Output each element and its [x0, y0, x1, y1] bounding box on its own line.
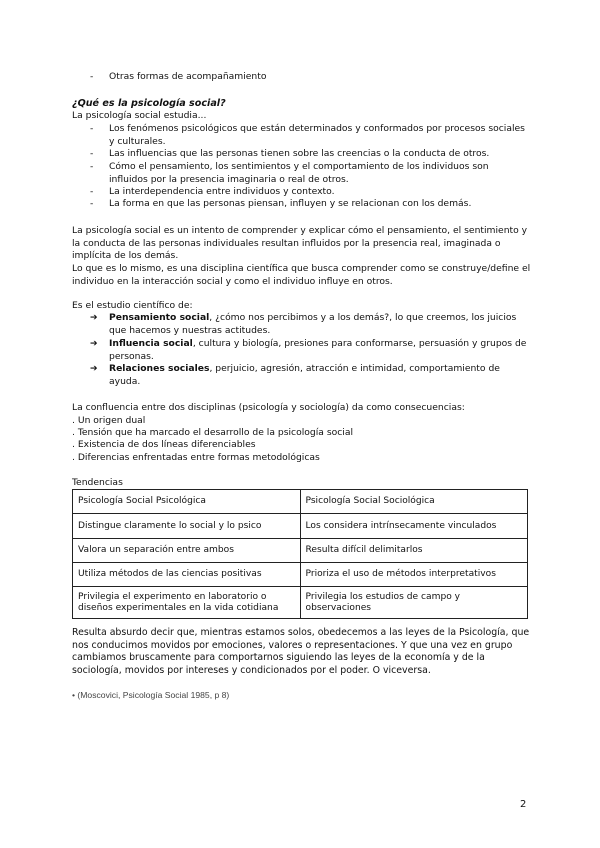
table-row	[73, 563, 528, 587]
dash-bullet: -	[90, 148, 94, 159]
table-cell: Psicología Social Sociológica	[300, 490, 528, 514]
dash-bullet: -	[90, 123, 94, 134]
list-item-text: Las influencias que las personas tienen sobre las creencias o la conducta de otros.	[109, 148, 490, 159]
intro-text: La psicología social estudia...	[72, 110, 207, 121]
list-item-text: Cómo el pensamiento, los sentimientos y el comportamiento de los individuos son influidos por la presencia imaginaria o real de otros.	[109, 161, 489, 185]
dash-bullet: -	[90, 198, 94, 209]
arrow-icon: ➔	[90, 339, 98, 349]
table-cell: Los considera intrínsecamente vinculados	[300, 514, 528, 539]
table-title: Tendencias	[72, 477, 123, 488]
consequence-item: . Existencia de dos líneas diferenciables	[72, 439, 256, 450]
definition-paragraph-2: Lo que es lo mismo, es una disciplina científica que busca comprender como se construye/define el individuo en la interacción social y como el individuo influye en otros.	[72, 263, 531, 287]
arrow-icon: ➔	[90, 364, 98, 374]
term: Influencia social	[109, 338, 193, 349]
table-cell: Prioriza el uso de métodos interpretativos	[300, 563, 528, 587]
consequence-item: . Diferencias enfrentadas entre formas metodológicas	[72, 452, 320, 463]
arrow-list-item	[90, 312, 530, 337]
table-row	[73, 587, 528, 619]
term: Relaciones sociales	[109, 363, 210, 374]
arrow-icon: ➔	[90, 313, 98, 323]
consequence-item: . Un origen dual	[72, 415, 146, 426]
list-item-text: Los fenómenos psicológicos que están determinados y conformados por procesos sociales y culturales.	[109, 123, 525, 147]
quote-paragraph: Resulta absurdo decir que, mientras estamos solos, obedecemos a las leyes de la Psicología, que nos conducimos movidos por emociones, valores o representaciones. Y que una vez en grupo cambiamos bruscamente para comportarnos siguiendo las leyes de la economía y de la sociología, movidos por intereses y condicionados por el poder. O viceversa.	[72, 627, 530, 676]
list-item-text: Otras formas de acompañamiento	[109, 71, 267, 82]
term-description: , ¿cómo nos percibimos y a los demás?, lo que creemos, los juicios que hacemos y nuestras actitudes.	[109, 312, 517, 336]
list-item	[90, 198, 530, 211]
term-description: , perjuicio, agresión, atracción e intimidad, comportamiento de ayuda.	[109, 363, 500, 387]
tendencies-table	[72, 489, 528, 619]
list-item	[90, 71, 530, 84]
table-cell: Utiliza métodos de las ciencias positivas	[73, 563, 301, 587]
dash-bullet: -	[90, 186, 94, 197]
citation: • (Moscovici, Psicología Social 1985, p 8)	[72, 690, 230, 700]
page-number: 2	[520, 799, 527, 810]
table-row	[73, 490, 528, 514]
table-cell: Privilegia los estudios de campo y observaciones	[300, 587, 528, 619]
list-item-text: La interdependencia entre individuos y contexto.	[109, 186, 335, 197]
section-heading: ¿Qué es la psicología social?	[72, 98, 226, 109]
table-cell: Privilegia el experimento en laboratorio o diseños experimentales en la vida cotidiana	[73, 587, 301, 619]
definition-paragraph: La psicología social es un intento de comprender y explicar cómo el pensamiento, el sentimiento y la conducta de las personas individuales resultan influidos por la presencia real, imaginada o implícita de los demás.	[72, 225, 528, 261]
term-description: , cultura y biología, presiones para conformarse, persuasión y grupos de personas.	[109, 338, 527, 362]
table-cell: Resulta difícil delimitarlos	[300, 539, 528, 563]
consequence-item: . Tensión que ha marcado el desarrollo de la psicología social	[72, 427, 354, 438]
term: Pensamiento social	[109, 312, 210, 323]
table-cell: Distingue claramente lo social y lo psico	[73, 514, 301, 539]
arrow-list-item	[90, 338, 530, 363]
list-item	[90, 148, 530, 161]
table-row	[73, 514, 528, 539]
study-intro: Es el estudio científico de:	[72, 300, 193, 311]
table-cell: Valora un separación entre ambos	[73, 539, 301, 563]
confluence-text: La confluencia entre dos disciplinas (psicología y sociología) da como consecuencias:	[72, 402, 465, 413]
list-item	[90, 123, 530, 148]
list-item	[90, 161, 530, 186]
list-item	[90, 186, 530, 199]
table-row	[73, 539, 528, 563]
table-cell: Psicología Social Psicológica	[73, 490, 301, 514]
dash-bullet: -	[90, 71, 94, 82]
arrow-list-item	[90, 363, 530, 388]
list-item-text: La forma en que las personas piensan, influyen y se relacionan con los demás.	[109, 198, 472, 209]
dash-bullet: -	[90, 161, 94, 172]
